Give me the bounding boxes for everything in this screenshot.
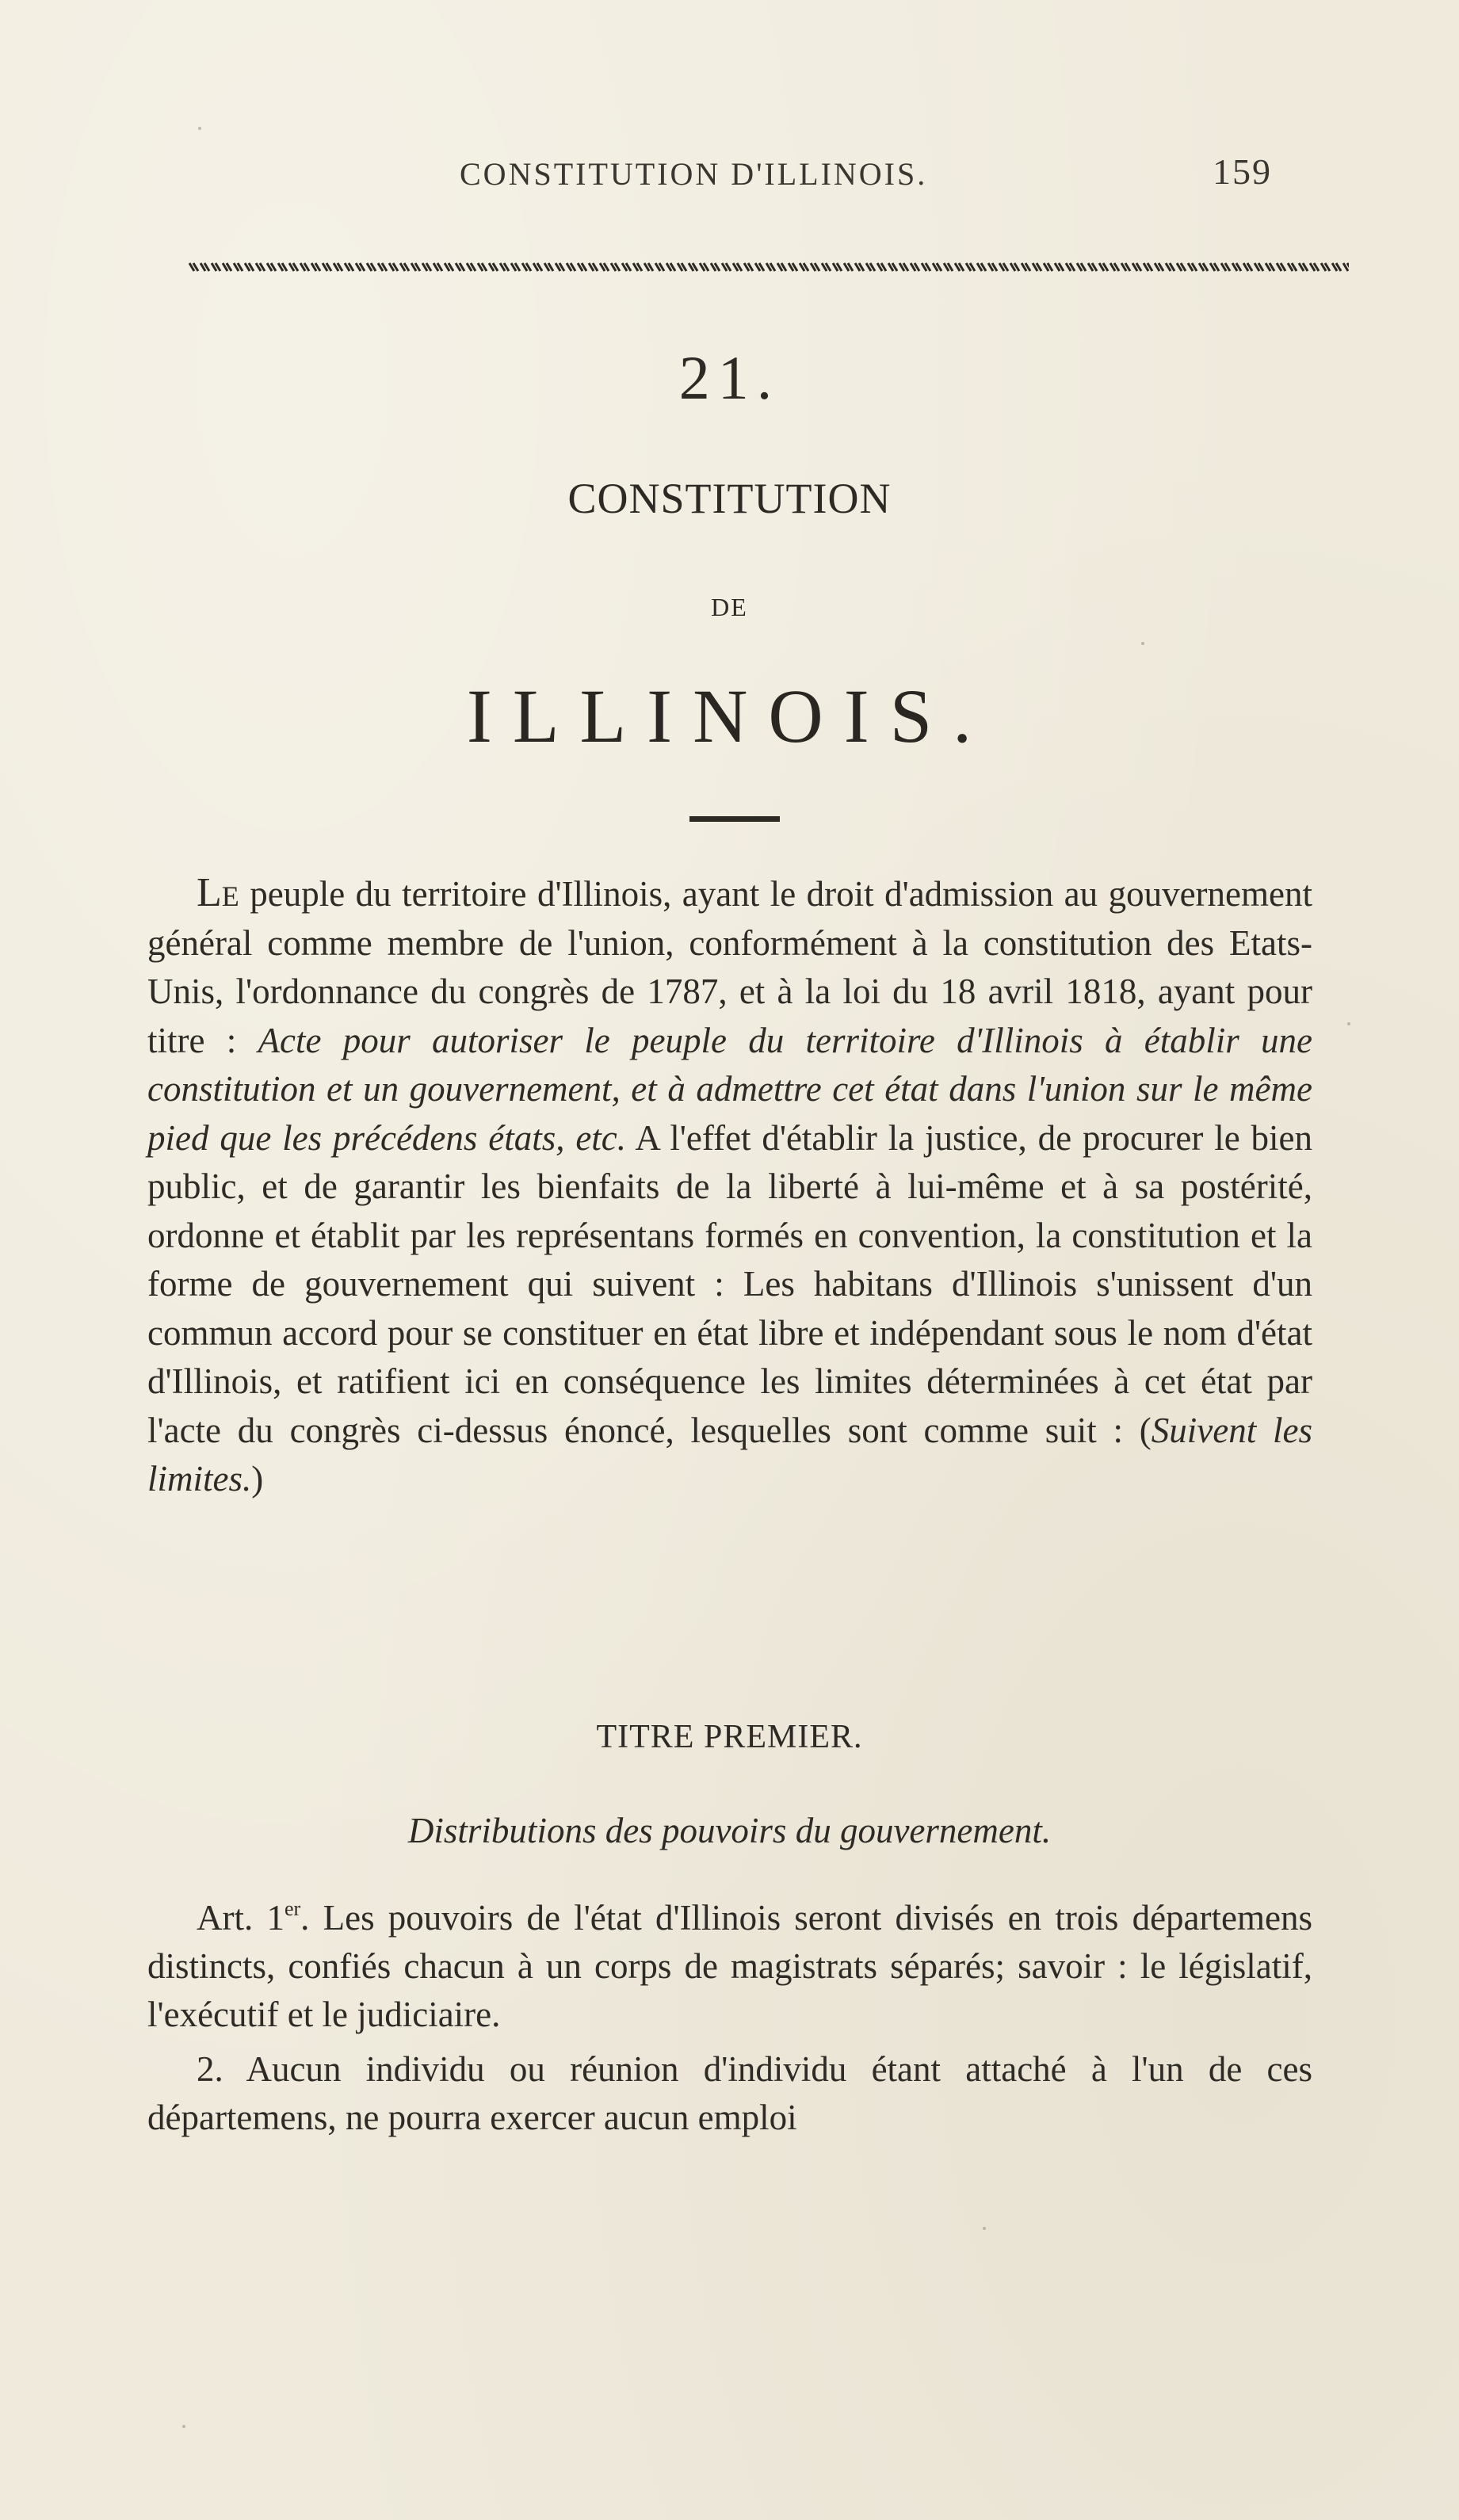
ornament-rule — [189, 260, 1349, 274]
page-number: 159 — [1213, 151, 1272, 192]
chapter-number: 21. — [678, 343, 781, 412]
article-1-superscript: er — [284, 1897, 301, 1920]
paper-speck — [983, 2227, 986, 2230]
preamble-text-b: A l'effet d'établir la justice, de procurer le bien public, et de garantir les bienfaits de la liberté à lui-même et à sa postérité, ordonne et établit par les représentans formés en convention, la constitution et la forme de gouvernement qui suivent : Les habitans d'Illinois s'unissent d'un commun accord pour se constituer en état libre et indépendant sous le nom d'état d'Illinois, et ratifient ici en conséquence les limites déterminées à cet état par l'acte du congrès ci-dessus énoncé, lesquelles sont comme suit : ( — [147, 1117, 1312, 1450]
section-heading: TITRE PREMIER. — [596, 1719, 863, 1755]
preamble-first-word: Le — [197, 870, 239, 915]
preamble-act-title: Acte pour autoriser le peuple du territoire d'Illinois à établir une constitution et un gouvernement, et à admettre cet état dans l'union sur le même pied que les précédens états, etc. — [147, 1020, 1313, 1158]
chapter-title-constitution: CONSTITUTION — [567, 475, 892, 522]
preamble-limits: Suivent les limites. — [147, 1410, 1312, 1499]
article-1 — [147, 1894, 1312, 2039]
chapter-title-illinois: ILLINOIS. — [466, 674, 993, 758]
paper-speck — [1347, 1022, 1350, 1025]
articles — [147, 1894, 1312, 2148]
article-1-text: . Les pouvoirs de l'état d'Illinois seront divisés en trois départemens distincts, confiés chacun à un corps de magistrats séparés; savoir : le législatif, l'exécutif et le judiciaire. — [147, 1898, 1312, 2034]
article-2 — [147, 2045, 1312, 2142]
preamble-text-c: ) — [251, 1459, 264, 1499]
section-subheading: Distributions des pouvoirs du gouvernement. — [407, 1811, 1052, 1850]
preamble-text-a: peuple du territoire d'Illinois, ayant le droit d'admission au gouvernement général comme membre de l'union, conformément à la constitution des Etats-Unis, l'ordonnance du congrès de 1787, et à la loi du 18 avril 1818, ayant pour titre : — [147, 874, 1312, 1060]
article-2-text: 2. Aucun individu ou réunion d'individu étant attaché à l'un de ces départemens, ne pourra exercer aucun emploi — [147, 2049, 1312, 2137]
chapter-title-de: DE — [711, 593, 748, 621]
title-divider — [689, 816, 780, 822]
paper-speck — [198, 127, 201, 130]
preamble-paragraph — [147, 869, 1312, 1504]
paper-speck — [1141, 642, 1144, 645]
paper-speck — [182, 2425, 185, 2428]
running-head: CONSTITUTION D'ILLINOIS. — [460, 156, 928, 192]
article-1-prefix: Art. 1 — [197, 1898, 285, 1938]
